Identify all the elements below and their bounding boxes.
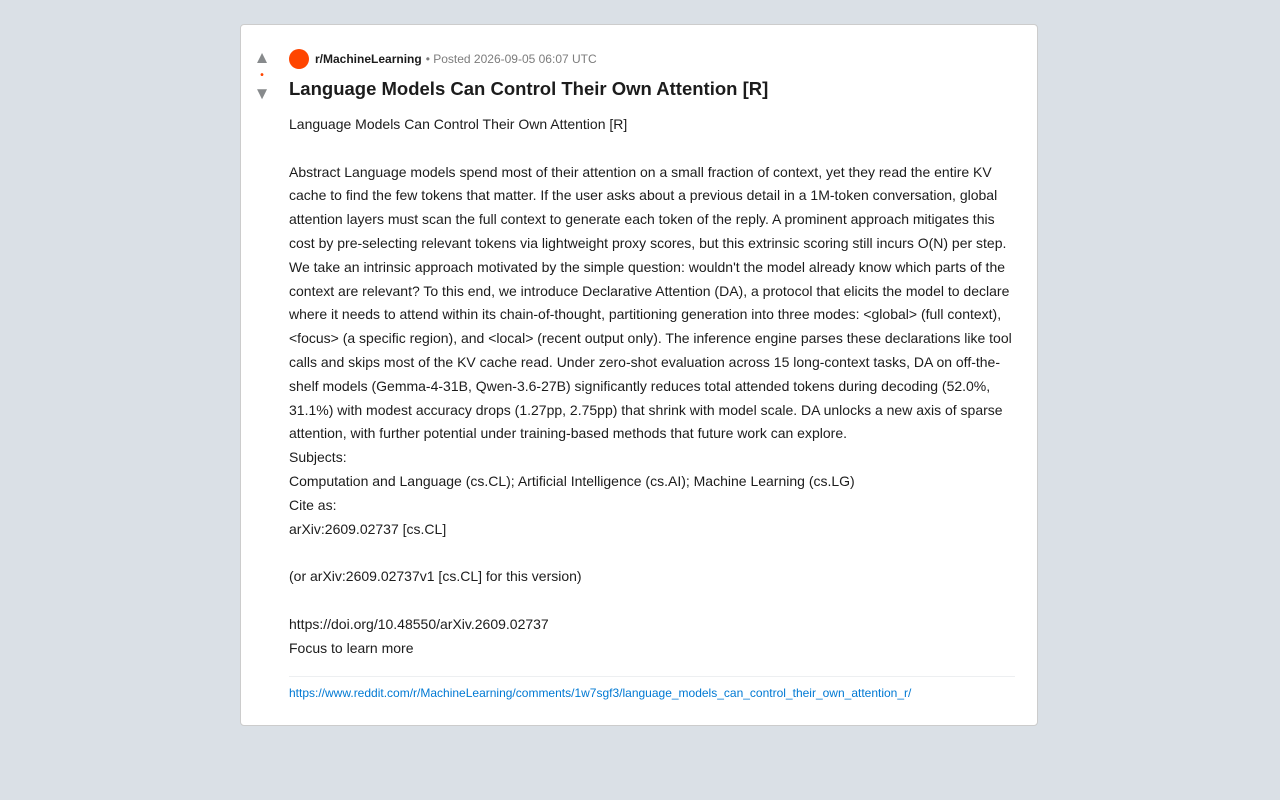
vote-column [253, 49, 271, 103]
post-card [240, 24, 1038, 726]
post-meta [289, 49, 1015, 69]
body-cite-label: Cite as: [289, 496, 337, 513]
body-doi: https://doi.org/10.48550/arXiv.2609.02737 [289, 615, 549, 632]
posted-timestamp: • Posted 2026-09-05 06:07 UTC [425, 52, 597, 66]
post-content [289, 49, 1015, 700]
post-title[interactable]: Language Models Can Control Their Own Attention [R] [289, 78, 769, 99]
body-cite: arXiv:2609.02737 [cs.CL] [289, 520, 447, 537]
subreddit-name[interactable]: r/MachineLearning [315, 52, 422, 66]
body-focus: Focus to learn more [289, 639, 414, 656]
permalink-link[interactable]: https://www.reddit.com/r/MachineLearning/comments/1w7sgf3/language_models_can_control_their_own_attention_r/ [289, 686, 912, 701]
vote-score: • [260, 70, 264, 81]
post-footer [289, 676, 1015, 700]
body-abstract: Abstract Language models spend most of their attention on a small fraction of context, yet they read the entire KV cache to find the few tokens that matter. If the user asks about a previous detail in a 1M-token conversation, global attention layers must scan the full context to generate each token of the reply. A prominent approach mitigates this cost by pre-selecting relevant tokens via lightweight proxy scores, but this extrinsic scoring still incurs O(N) per step. We take an intrinsic approach motivated by the simple question: wouldn't the model already know which parts of the context are relevant? To this end, we introduce Declarative Attention (DA), a protocol that elicits the model to declare where it needs to attend within its chain-of-thought, partitioning generation into three modes: <global> (full context), <focus> (a specific region), and <local> (recent output only). The inference engine parses these declarations like tool calls and skips most of the KV cache read. Under zero-shot evaluation across 15 long-context tasks, DA on off-the-shelf models (Gemma-4-31B, Qwen-3.6-27B) significantly reduces total attended tokens during decoding (52.0%, 31.1%) with modest accuracy drops (1.27pp, 2.75pp) that shrink with model scale. DA unlocks a new axis of sparse attention, with further potential under training-based methods that future work can explore. [289, 163, 1016, 442]
post-body [289, 113, 1015, 660]
subreddit-avatar-icon[interactable] [289, 49, 309, 69]
body-title-line: Language Models Can Control Their Own Attention [R] [289, 116, 628, 132]
body-version: (or arXiv:2609.02737v1 [cs.CL] for this version) [289, 568, 582, 585]
body-subjects: Computation and Language (cs.CL); Artificial Intelligence (cs.AI); Machine Learning (cs.LG) [289, 472, 855, 489]
body-subjects-label: Subjects: [289, 449, 347, 466]
upvote-arrow-icon[interactable]: ▲ [253, 48, 271, 67]
downvote-arrow-icon[interactable]: ▼ [253, 84, 271, 103]
